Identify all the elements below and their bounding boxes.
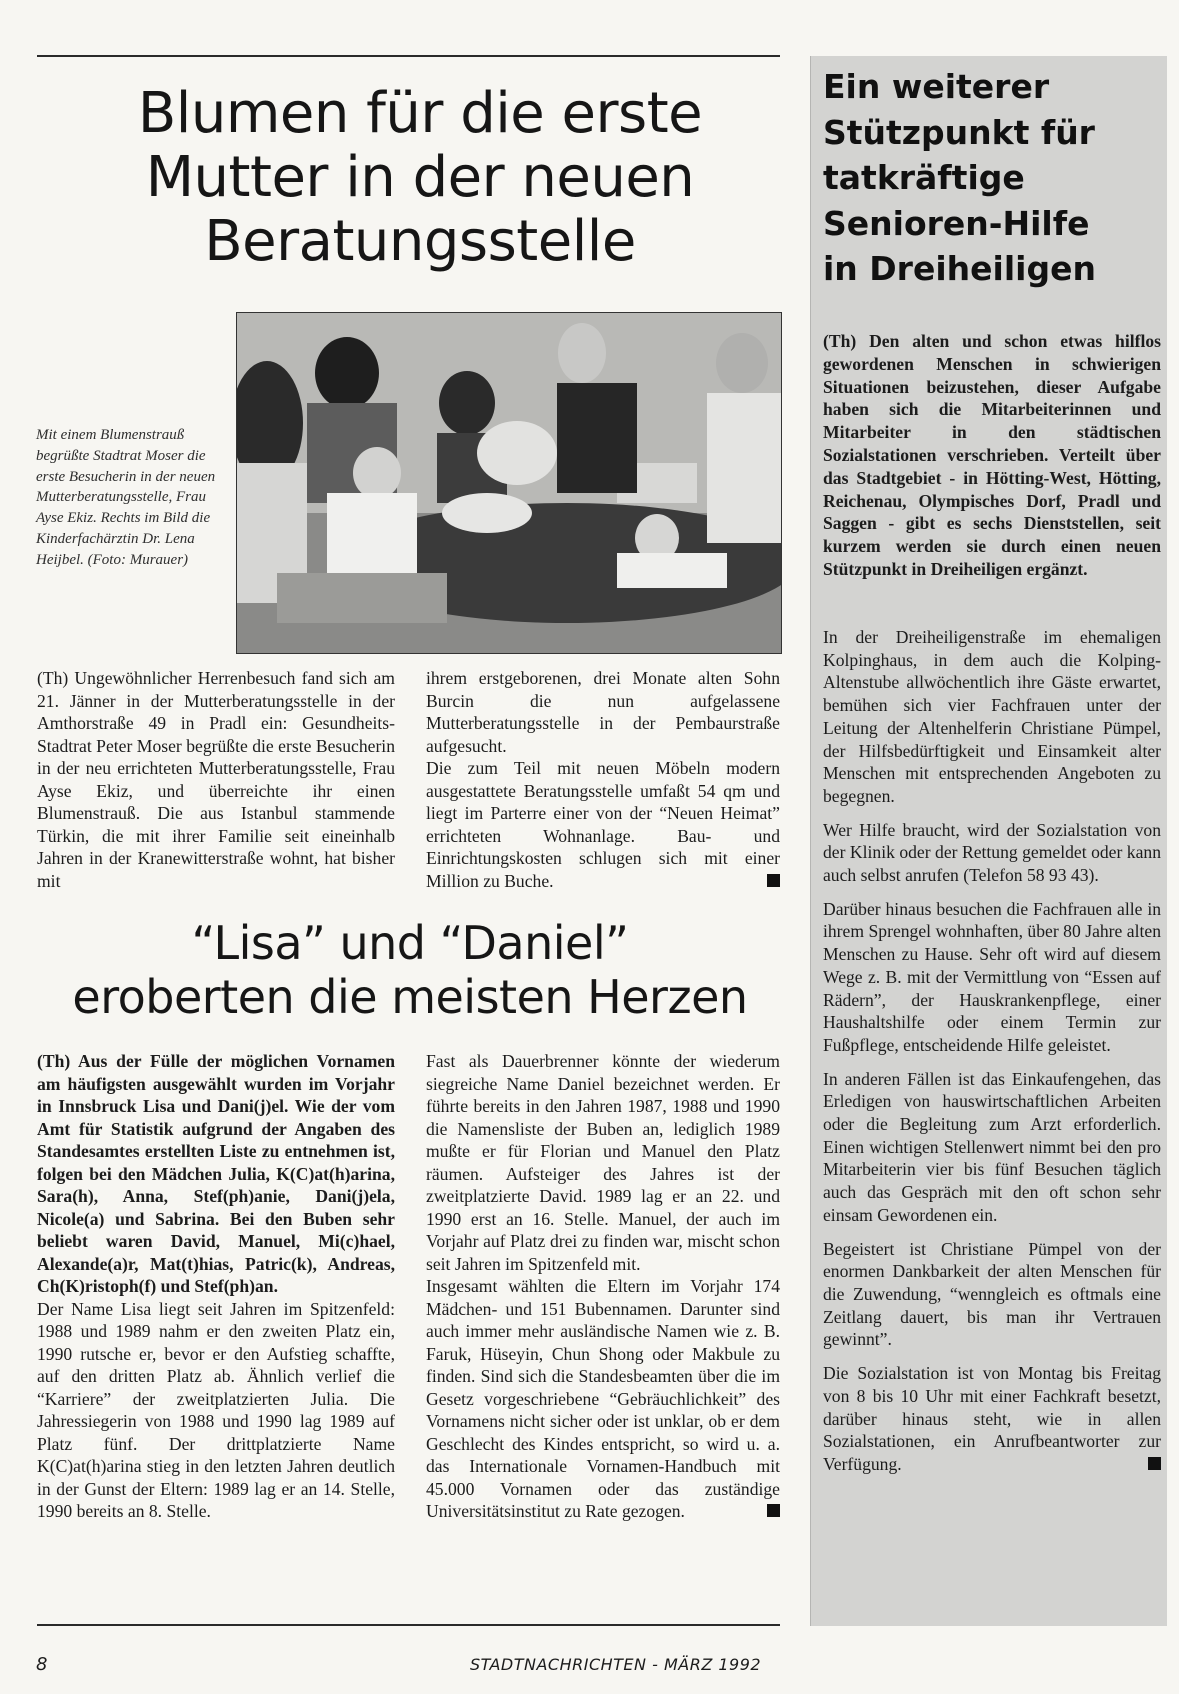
article1-column-2	[426, 667, 780, 892]
article2-headline-line-1: “Lisa” und “Daniel”	[191, 916, 629, 970]
article1-col2-paragraph-2-text: Die zum Teil mit neuen Möbeln modern ausgestattete Beratungsstelle umfaßt 54 qm und liegt im Parterre einer von der “Neuen Heimat” errichteten Wohnanlage. Bau- und Einrichtungskosten schlugen sich mit einer Million zu Buche.	[426, 758, 780, 891]
bottom-rule	[37, 1624, 780, 1626]
article2-column-2	[426, 1050, 780, 1523]
article1-headline-line-3: Beratungsstelle	[204, 209, 636, 274]
sidebar-headline-line-2: Stützpunkt für	[823, 112, 1095, 152]
sidebar-paragraph-4: In anderen Fällen ist das Einkaufengehen, das Erledigen von hauswirtschaftlichen Arbeiten oder die Begleitung zum Arzt erforderlich. Einen wichtigen Stellenwert nimmt bei den pro Mitarbeiterin vier bis fünf Besuchen täglich auch das Gespräch mit den oft schon sehr einsam Gewordenen ein.	[823, 1068, 1161, 1225]
sidebar-headline	[823, 64, 1163, 292]
article2-lead: (Th) Aus der Fülle der möglichen Vornamen am häufigsten ausgewählt wurden im Vorjahr in Innsbruck Lisa und Dani(j)el. Wie der vom Amt für Statistik aufgrund der Angaben des Standesamtes erstellten Liste zu entnehmen ist, folgen bei den Mädchen Julia, K(C)at(h)arina, Sara(h), Anna, Stef(ph)anie, Dani(j)ela, Nicole(a) und Sabrina. Bei den Buben sehr beliebt waren David, Manuel, Mi(c)hael, Alexande(a)r, Mat(t)hias, Patric(k), Andreas, Ch(K)ristoph(f) und Stef(ph)an.	[37, 1051, 395, 1296]
article2-column-1	[37, 1050, 395, 1523]
article2-col1-body: Der Name Lisa liegt seit Jahren im Spitzenfeld: 1988 und 1989 nahm er den zweiten Platz ein, 1990 rutsche er, bevor er den Aufstieg schaffte, auf den dritten Platz ab. Ähnlich verlief die “Karriere” der zweitplatzierten Julia. Die Jahressiegerin von 1988 und 1990 lag 1989 auf Platz fünf. Der drittplatzierte Name K(C)at(h)arina stieg in den letzten Jahren deutlich in der Gunst der Eltern: 1989 lag er an 14. Stelle, 1990 bereits an 8. Stelle.	[37, 1298, 395, 1521]
sidebar-headline-line-1: Ein weiterer	[823, 67, 1050, 106]
end-of-article-mark	[767, 874, 780, 887]
article2-headline-line-2: eroberten die meisten Herzen	[72, 970, 748, 1024]
article1-column-1	[37, 667, 395, 892]
sidebar-lead: (Th) Den alten und schon etwas hilflos gewordenen Menschen in schwierigen Situationen beizustehen, dieser Aufgabe haben sich die Mitarbeiterinnen und Mitarbeiter in den städtischen Sozialstationen verschrieben. Verteilt über das Stadtgebiet - in Hötting-West, Hötting, Reichenau, Olympisches Dorf, Pradl und Saggen - gibt es sechs Dienststellen, seit kurzem werden sie durch einen neuen Stützpunkt in Dreiheiligen ergänzt.	[823, 331, 1161, 579]
article1-headline-line-1: Blumen für die erste	[137, 81, 703, 146]
sidebar-headline-line-4: Senioren-Hilfe	[823, 203, 1090, 243]
article1-col2-paragraph-2	[426, 757, 780, 892]
article1-photo	[236, 312, 782, 654]
article1-headline-line-2: Mutter in der neuen	[145, 145, 695, 210]
end-of-article-mark	[767, 1504, 780, 1517]
top-rule	[37, 55, 780, 57]
article2-headline	[40, 916, 780, 1024]
page-number: 8	[36, 1654, 48, 1675]
sidebar-paragraph-6	[823, 1362, 1161, 1476]
sidebar-headline-line-3: tatkräftige	[823, 158, 1025, 197]
article2-col2-paragraph-1: Fast als Dauerbrenner könnte der wiederum siegreiche Name Daniel bezeichnet werden. Er führte bereits in den Jahren 1987, 1988 und 1990 die Namensliste der Buben an, lediglich 1989 mußte er für Florian und Manuel den Platz räumen. Aufsteiger des Jahres ist der zweitplatzierte David. 1989 lag er an 22. und 1990 erst an 16. Stelle. Manuel, der auch im Vorjahr auf Platz drei zu finden war, mischt schon seit Jahren im Spitzenfeld mit.	[426, 1051, 780, 1274]
sidebar-paragraph-6-text: Die Sozialstation ist von Montag bis Freitag von 8 bis 10 Uhr mit einer Fachkraft besetzt, darüber hinaus steht, wie in allen Sozialstationen, ein Anrufbeantworter zur Verfügung.	[823, 1363, 1161, 1474]
photo-caption: Mit einem Blumenstrauß begrüßte Stadtrat Moser die erste Besucherin in der neuen Mutterberatungsstelle, Frau Ayse Ekiz. Rechts im Bild die Kinderfachärztin Dr. Lena Heijbel. (Foto: Murauer)	[36, 427, 216, 568]
end-of-article-mark	[1148, 1457, 1161, 1470]
article2-col2-paragraph-2	[426, 1275, 780, 1523]
sidebar-body	[823, 626, 1161, 1487]
sidebar-headline-line-5: in Dreiheiligen	[823, 249, 1096, 288]
sidebar-box	[810, 56, 1167, 1626]
article1-col2-paragraph-1: ihrem erstgeborenen, drei Monate alten Sohn Burcin die nun aufgelassene Mutterberatungsstelle in der Pembaurstraße aufgesucht.	[426, 668, 780, 756]
article1-col1-text: (Th) Ungewöhnlicher Herrenbesuch fand sich am 21. Jänner in der Mutterberatungsstelle in der Amthorstraße 49 in Pradl ein: Gesundheits-Stadtrat Peter Moser begrüßte die erste Besucherin in der neu errichteten Mutterberatungsstelle, Frau Ayse Ekiz, und überreichte ihr einen Blumenstrauß. Die aus Istanbul stammende Türkin, die mit ihrer Familie seit eineinhalb Jahren in der Kranewitterstraße wohnt, hat bisher mit	[37, 668, 395, 891]
photo-illustration	[237, 313, 781, 653]
sidebar-paragraph-5: Begeistert ist Christiane Pümpel von der enormen Dankbarkeit der alten Menschen für die Zuwendung, “wenngleich es oftmals eine Zeitlang dauert, bis man ihr Vertrauen gewinnt”.	[823, 1238, 1161, 1350]
sidebar-paragraph-2: Wer Hilfe braucht, wird der Sozialstation von der Klinik oder der Rettung gemeldet oder kann auch selbst anrufen (Telefon 58 93 43).	[823, 819, 1161, 886]
publication-footer: STADTNACHRICHTEN - MÄRZ 1992	[470, 1655, 762, 1674]
sidebar-paragraph-3: Darüber hinaus besuchen die Fachfrauen alle in ihrem Sprengel wohnhaften, über 80 Jahre alten Menschen zu Hause. Sehr oft wird auf diesem Wege z. B. mit der Vermittlung von “Essen auf Rädern”, der Hauskrankenpflege, einer Haushaltshilfe oder einem Termin zur Fußpflege, entscheidende Hilfe geleistet.	[823, 898, 1161, 1055]
article1-headline	[60, 82, 780, 274]
sidebar-paragraph-1: In der Dreiheiligenstraße im ehemaligen Kolpinghaus, in dem auch die Kolping-Altenstube allwöchentlich ihre Gäste erwartet, bemühen sich vier Fachfrauen unter der Leitung der Altenhelferin Christiane Pümpel, der Hilfsbedürftigkeit und Einsamkeit alter Menschen mit entsprechenden Angeboten zu begegnen.	[823, 627, 1161, 806]
article2-col2-paragraph-2-text: Insgesamt wählten die Eltern im Vorjahr 174 Mädchen- und 151 Bubennamen. Darunter sind auch immer mehr ausländische Namen wie z. B. Faruk, Hüseyin, Chun Shong oder Makbule zu finden. Sind sich die Standesbeamten über die im Gesetz vorgeschriebene “Gebräuchlichkeit” des Vornamens nicht sicher oder ist unklar, ob er dem Geschlecht des Kindes entspricht, so wird u. a. das Internationale Vornamen-Handbuch mit 45.000 Vornamen oder das zuständige Universitätsinstitut zu Rate gezogen.	[426, 1276, 780, 1521]
